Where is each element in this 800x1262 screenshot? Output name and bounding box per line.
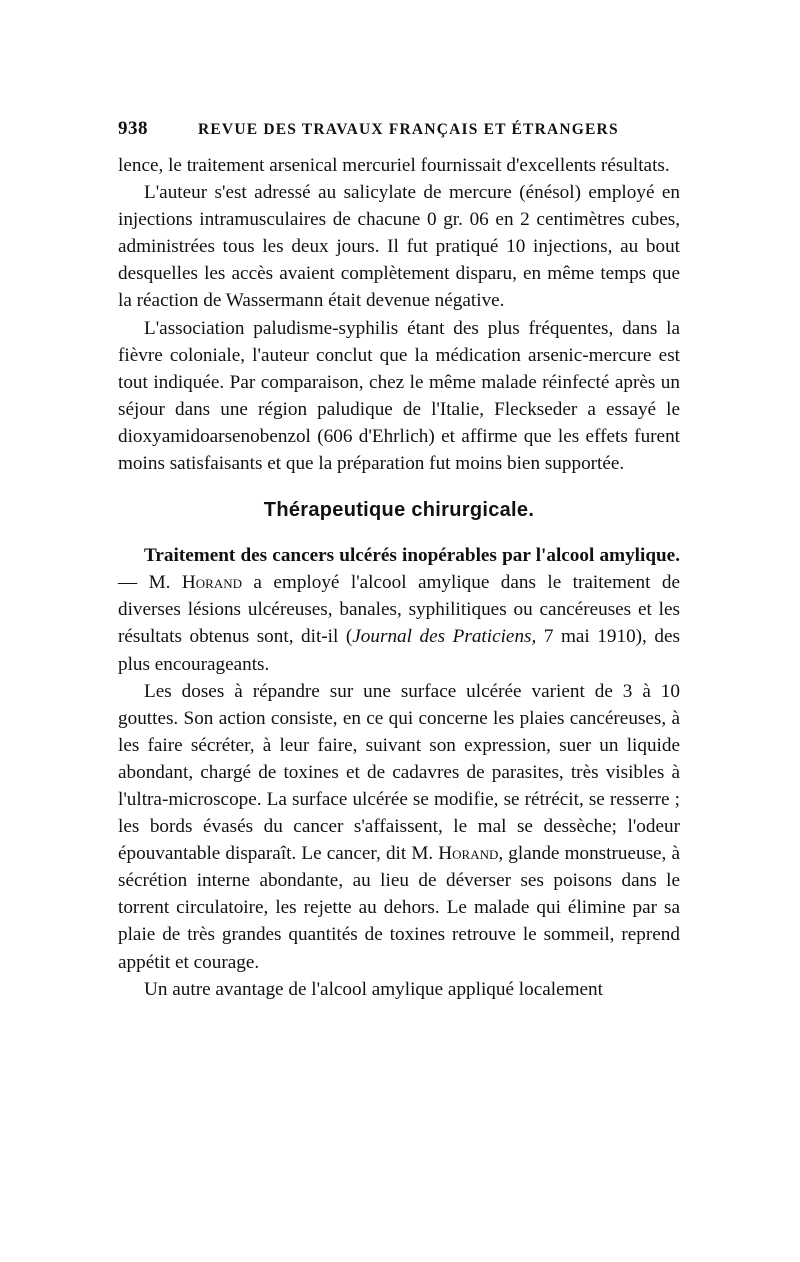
paragraph-doses <box>118 678 680 976</box>
author-name: Horand <box>181 572 242 594</box>
page-number: 938 <box>118 118 148 139</box>
paragraph-salicylate: L'auteur s'est adressé au salicylate de mercure (énésol) employé en injections intramusculaires de chacune 0 gr. 06 en 2 centimètres cubes, administrées tous les deux jours. Il fut pratiqué 10 injections, au bout desquelles les accès avaient complètement disparu, en même temps que la réaction de Wassermann était devenue négative. <box>118 182 680 312</box>
document-page <box>118 118 680 1003</box>
paragraph-association: L'association paludisme-syphilis étant des plus fréquentes, dans la fièvre coloniale, l'auteur conclut que la médication arsenic-mercure est tout indiquée. Par comparaison, chez le même malade réinfecté après un séjour dans une région paludique de l'Italie, Fleckseder a essayé le dioxyamidoarsenobenzol (606 d'Ehrlich) et affirme que les effets furent moins satisfaisants et que la préparation fut moins bien supportée. <box>118 317 680 475</box>
page-header <box>118 118 680 144</box>
doses-text-1: Les doses à répandre sur une surface ulcérée varient de 3 à 10 gouttes. Son action consiste, en ce qui concerne les plaies cancéreuses, à les faire sécréter, à leur faire, suivant son expression, suer un liquide abondant, chargé de toxines et de cadavres de parasites, très visibles à l'ultra-microscope. La surface ulcérée se modifie, se rétrécit, se resserre ; les bords évasés du cancer s'affaissent, le mal se dessèche; l'odeur épouvantable disparaît. Le cancer, dit M. <box>118 680 680 865</box>
paragraph-advantage: Un autre avantage de l'alcool amylique appliqué localement <box>144 978 603 1000</box>
paragraph-continuation: lence, le traitement arsenical mercuriel fournissait d'excellents résultats. <box>118 155 670 176</box>
intro-text-2: 7 mai 1910), des plus encourageants. <box>118 626 680 675</box>
intro-text-1: a employé l'alcool amylique dans le traitement de diverses lésions ulcéreuses, banales, syphilitiques ou cancéreuses et les résultats obtenus sont, dit-il ( <box>118 572 680 648</box>
doses-text-2: , glande monstrueuse, à sécrétion interne abondante, au lieu de déverser ses poisons dans le torrent circulatoire, les rejette au dehors. Le malade qui élimine par sa plaie de très grandes quantités de toxines retrouve le sommeil, reprend appétit et courage. <box>118 843 680 973</box>
doses-author-name: Horand <box>438 843 499 865</box>
paragraph-article-intro <box>118 542 680 677</box>
journal-name: Journal des Praticiens, <box>352 626 537 648</box>
section-title: Thérapeutique chirurgicale. <box>263 499 535 522</box>
article-title: Traitement des cancers ulcérés inopérables par l'alcool amylique. <box>144 545 680 567</box>
intro-dash: — M. <box>118 572 182 594</box>
running-head: REVUE DES TRAVAUX FRANÇAIS ET ÉTRANGERS <box>198 121 619 138</box>
